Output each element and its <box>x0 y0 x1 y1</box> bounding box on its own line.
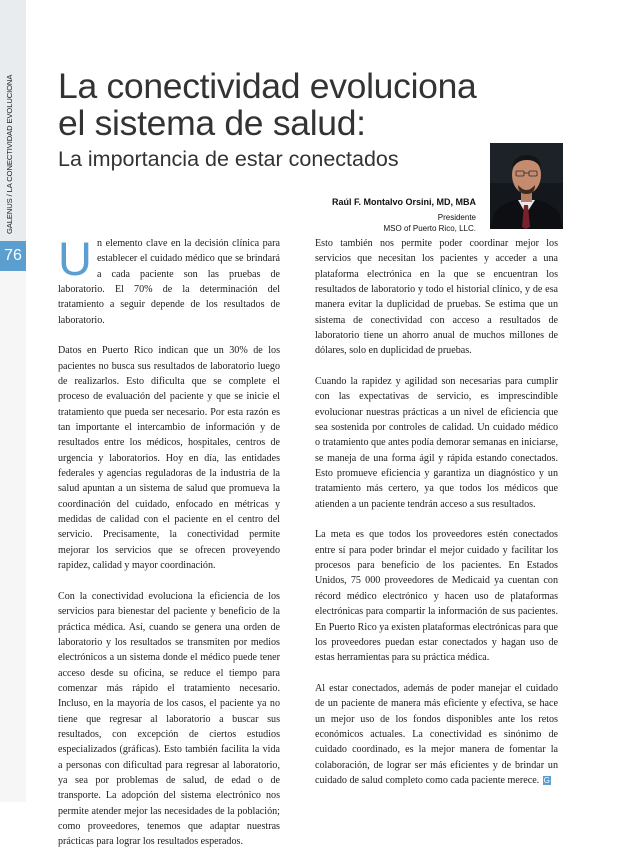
author-name: Raúl F. Montalvo Orsini, MD, MBA <box>331 197 476 207</box>
paragraph-7 <box>315 681 558 788</box>
paragraph-3: Con la conectividad evoluciona la eficiencia de los servicios para bienestar del paciente y beneficio de la práctica médica. Así, cuando se genera una orden de laboratorio y los resultados se transmiten por medios electrónicos a un sistema donde el médico puede tener acceso desde su oficina, se reduce el tiempo para comenzar más rápido el tratamiento necesario. Incluso, en la mayoría de los casos, el paciente ya no tiene que regresar al laboratorio a buscar sus resultados, con excepción de ciertos estudios especializados (gráficas). Esto también facilita la vida a personas con dificultad para regresar al laboratorio, ya sea por problemas de salud, de edad o de transporte. La adopción del sistema electrónico nos permite atender mejor las necesidades de la población; como proveedores, tenemos que adaptar nuestras prácticas para lograr los resultados esperados. <box>58 590 280 848</box>
end-of-article-mark: G <box>543 776 550 786</box>
paragraph-2: Datos en Puerto Rico indican que un 30% de los pacientes no busca sus resultados de laboratorio luego de realizarlos. Esto dificulta que se complete el proceso de evaluación del paciente y que se inicie el tratamiento que pueda ser necesario. Por esta razón es tan importante el intercambio de información y de resultados entre los médicos, hospitales, centros de urgencia y laboratorios. Hoy en día, las entidades federales y agencias reguladoras de la industria de la salud apuntan a un sistema de salud que promueva la coordinación del cuidado, enfocado en métricas y medidas de calidad con el paciente en el centro del servicio. Precisamente, la conectividad permite mejorar los servicios que se ofrecen proveyendo rapidez, calidad y mayor coordinación. <box>58 345 280 572</box>
article-title <box>58 68 477 142</box>
page-number: 76 <box>4 247 22 264</box>
author-organization: MSO of Puerto Rico, LLC. <box>383 224 476 233</box>
title-line-2: el sistema de salud: <box>58 103 366 143</box>
author-role: Presidente <box>437 213 476 222</box>
title-line-1: La conectividad evoluciona <box>58 66 477 106</box>
author-block <box>332 196 476 234</box>
paragraph-6: La meta es que todos los proveedores estén conectados entre sí para poder brindar el mejor cuidado y facilitar los procesos para beneficio de los pacientes. En Estados Unidos, 75 000 proveedores de Medicaid ya cuentan con récord médico electrónico y hacen uso de plataformas electrónicas para compartir la información de sus pacientes. En Puerto Rico ya existen plataformas electrónicas para que los proveedores puedan estar conectados y hagan uso de estas herramientas para su práctica médica. <box>315 529 558 664</box>
paragraph-5: Cuando la rapidez y agilidad son necesarias para cumplir con las expectativas de servicio, es imprescindible evolucionar nuestras prácticas a un nivel de eficiencia que sea sostenida por controles de calidad. Un cuidado médico o tratamiento que antes podía demorar semanas en iniciarse, se maneja de una forma ágil y rápida estando conectados. Esto promueve eficiencia y garantiza un diagnóstico y un tratamiento más certero, ya que todos los médicos que atienden a un paciente tendrán acceso a sus resultados. <box>315 376 558 510</box>
paragraph-4: Esto también nos permite poder coordinar mejor los servicios que necesitan los pacientes y acceder a una plataforma electrónica en la que se encuentran los resultados de laboratorio y todo el historial clínico, y de esa manera evitar la duplicidad de pruebas. Se estima que un sistema de conectividad con acceso a resultados de laboratorio tiene un ahorro anual de muchos millones de dólares, solo en duplicidad de pruebas. <box>315 238 558 357</box>
article-column-right <box>315 236 558 804</box>
author-portrait <box>490 143 563 229</box>
drop-cap: U <box>58 232 92 285</box>
paragraph-1 <box>58 232 280 328</box>
article-column-left <box>58 232 280 865</box>
article-subtitle: La importancia de estar conectados <box>58 147 399 171</box>
section-label: GALENUS / LA CONECTIVIDAD EVOLUCIONA <box>5 74 14 234</box>
paragraph-1-text: n elemento clave en la decisión clínica para establecer el cuidado médico que se brindará a cada paciente son las pruebas de laboratorio. El 70% de la determinación del tratamiento a seguir depende de los resultados de laboratorio. <box>58 238 280 326</box>
paragraph-7-text: Al estar conectados, además de poder manejar el cuidado de un paciente de manera más eficiente y efectiva, se hace un mejor uso de los fondos disponibles ante los retos económicos actuales. La conectividad es sinónimo de cuidado coordinado, es la mejor manera de fomentar la colaboración, de lograr ser más eficientes y de brindar un cuidado de salud completo como cada paciente merece. <box>315 682 558 786</box>
